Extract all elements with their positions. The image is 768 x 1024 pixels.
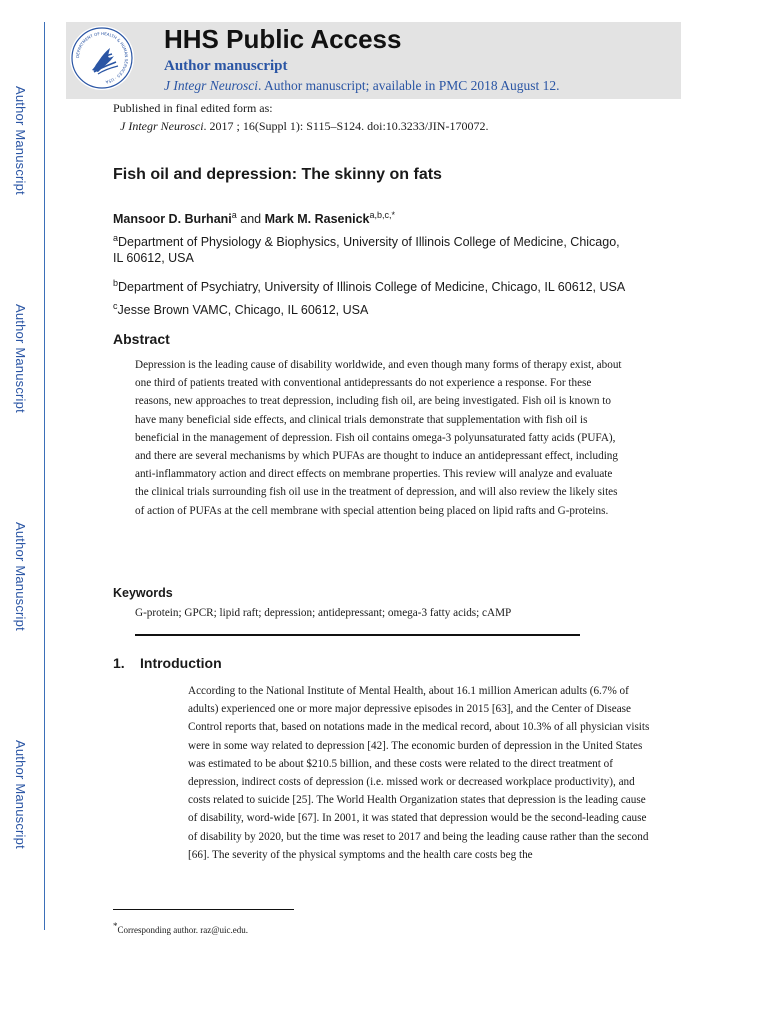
author-name: Mark M. Rasenick [264,212,370,227]
author-manuscript-side-label: Author Manuscript [13,740,28,849]
author-manuscript-side-label: Author Manuscript [13,304,28,413]
author-affiliation-marker: a,b,c,* [369,210,396,220]
author-list [113,210,395,226]
corresponding-author-footnote: *Corresponding author. raz@uic.edu. [113,921,249,935]
affiliation: $^b$Department of Psychiatry, University of Illinois College of Medicine, Chicago, IL 60612, USA [113,278,626,295]
published-form-label: Published in final edited form as: [113,101,273,115]
author-affiliation-marker: a [231,210,237,220]
affiliation: $^a$Department of Physiology & Biophysics, University of Illinois College of Medicine, Chicago, IL 60612, USA [113,233,620,266]
margin-rule [44,22,45,930]
availability-text: . Author manuscript; available in PMC 2018 August 12. [257,78,560,93]
keywords-text: G-protein; GPCR; lipid raft; depression; antidepressant; omega-3 fatty acids; cAMP [135,607,512,619]
hhs-eagle-seal-icon [70,26,134,90]
svg-text:DEPARTMENT OF HEALTH & HUMAN S: DEPARTMENT OF HEALTH & HUMAN SERVICES · USA [74,30,130,85]
abstract-text: Depression is the leading cause of disability worldwide, and even though many forms of therapy exist, about one third of patients treated with conventional antidepressants do not experience a response. For these reasons, new approaches to treat depression, including fish oil, are being investigated. Fish oil is known to have many beneficial side effects, and clinical trials demonstrate that supplementation with fish oil is beneficial in the management of depression. Fish oil contains omega-3 polyunsaturated fatty acids (PUFA), and there are several mechanisms by which PUFAs are thought to induce an antidepressant effect, including anti-inflammatory action and direct effects on membrane properties. This review will analyze and evaluate the clinical trials surrounding fish oil use in the treatment of depression, and will also review the likely sites of action of PUFAs at the cell membrane with special attention being placed on lipid rafts and G-proteins. [135,359,622,517]
journal-availability-line [164,78,559,94]
affiliation-marker: a [113,233,119,243]
introduction-text: According to the National Institute of Mental Health, about 16.1 million American adults (6.7% of adults) experienced one or more major depressive episodes in 2015 [63], and the Center of Disease Control reports that, based on notations made in the medical record, about 10.3% of all physician visits were in some way related to depression [42]. The economic burden of depression in the United States was estimated to be about $210.5 billion, and these costs were related to the direct treatment of depression, indirect costs of depression (i.e. missed work or decreased workplace productivity), and costs related to suicide [25]. The World Health Organization states that depression is the leading cause of disability, word-wide [67]. In 2001, it was stated that depression would be the second-leading cause of disability by 2020, but the time was reset to 2017 and being the leading cause rather than the second [66]. The severity of the physical symptoms and the health care costs beg the [188,685,650,861]
author-joiner: and [236,212,265,227]
keywords-heading: Keywords [113,586,173,600]
footnote-rule [113,909,294,910]
affiliation-marker: c [113,301,118,311]
article-title: Fish oil and depression: The skinny on fats [113,166,442,183]
footnote-marker: * [113,921,118,931]
hhs-public-access-title: HHS Public Access [164,24,402,54]
affiliation: $^c$Jesse Brown VAMC, Chicago, IL 60612, USA [113,301,369,318]
author-manuscript-side-label: Author Manuscript [13,86,28,195]
affiliation-marker: b [113,278,119,288]
introduction-heading: Introduction [140,655,222,671]
hhs-header-banner [66,22,681,99]
author-manuscript-label: Author manuscript [164,58,288,74]
author-manuscript-side-label: Author Manuscript [13,522,28,631]
citation-line [120,119,488,134]
citation-journal: J Integr Neurosci [120,119,204,133]
section-number: 1. [113,655,125,671]
author-name: Mansoor D. Burhani [113,212,232,227]
citation-details: . 2017 ; 16(Suppl 1): S115–S124. doi:10.3233/JIN-170072. [203,119,489,133]
journal-name: J Integr Neurosci [164,78,258,93]
section-divider [135,634,580,636]
abstract-heading: Abstract [113,331,170,347]
